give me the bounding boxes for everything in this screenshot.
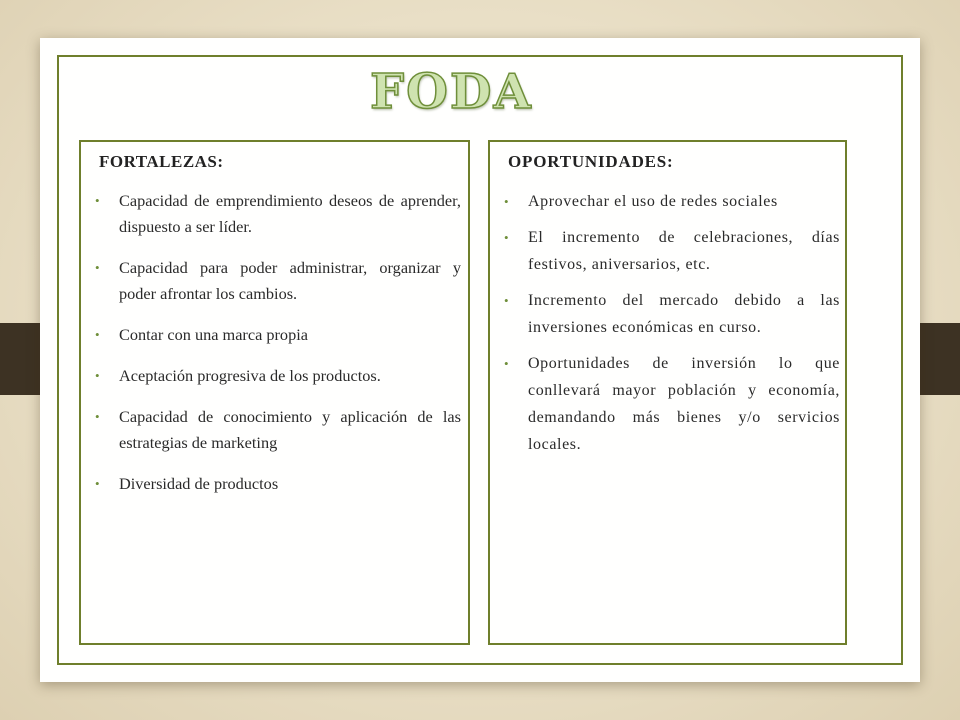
list-item: • Capacidad de emprendimiento deseos de aprender, dispuesto a ser líder. bbox=[91, 188, 461, 240]
list-item: • Aceptación progresiva de los productos. bbox=[91, 363, 461, 389]
bullet-icon: • bbox=[95, 193, 100, 208]
list-item: • Oportunidades de inversión lo que conllevará mayor población y economía, demandando más bienes y/o servicios locales. bbox=[500, 350, 840, 458]
bullet-icon: • bbox=[95, 260, 100, 275]
bullet-icon: • bbox=[95, 368, 100, 383]
list-item: • Aprovechar el uso de redes sociales bbox=[500, 188, 840, 215]
fortalezas-heading: FORTALEZAS: bbox=[99, 152, 224, 171]
list-item: • Capacidad de conocimiento y aplicación de las estrategias de marketing bbox=[91, 404, 461, 456]
oportunidades-heading: OPORTUNIDADES: bbox=[508, 152, 674, 171]
bullet-icon: • bbox=[95, 327, 100, 342]
bullet-icon: • bbox=[504, 230, 510, 245]
oportunidades-panel bbox=[488, 140, 847, 645]
bullet-icon: • bbox=[504, 293, 510, 308]
list-item: • Diversidad de productos bbox=[91, 471, 461, 497]
oportunidades-list bbox=[500, 188, 840, 467]
bullet-icon: • bbox=[504, 194, 510, 209]
list-item: • Capacidad para poder administrar, organizar y poder afrontar los cambios. bbox=[91, 255, 461, 307]
bullet-icon: • bbox=[95, 476, 100, 491]
list-item: • Contar con una marca propia bbox=[91, 322, 461, 348]
fortalezas-list bbox=[91, 188, 461, 512]
slide-title: FODA bbox=[370, 64, 533, 120]
fortalezas-panel bbox=[79, 140, 470, 645]
bullet-icon: • bbox=[504, 356, 510, 371]
list-item: • Incremento del mercado debido a las inversiones económicas en curso. bbox=[500, 287, 840, 341]
bullet-icon: • bbox=[95, 409, 100, 424]
list-item: • El incremento de celebraciones, días festivos, aniversarios, etc. bbox=[500, 224, 840, 278]
